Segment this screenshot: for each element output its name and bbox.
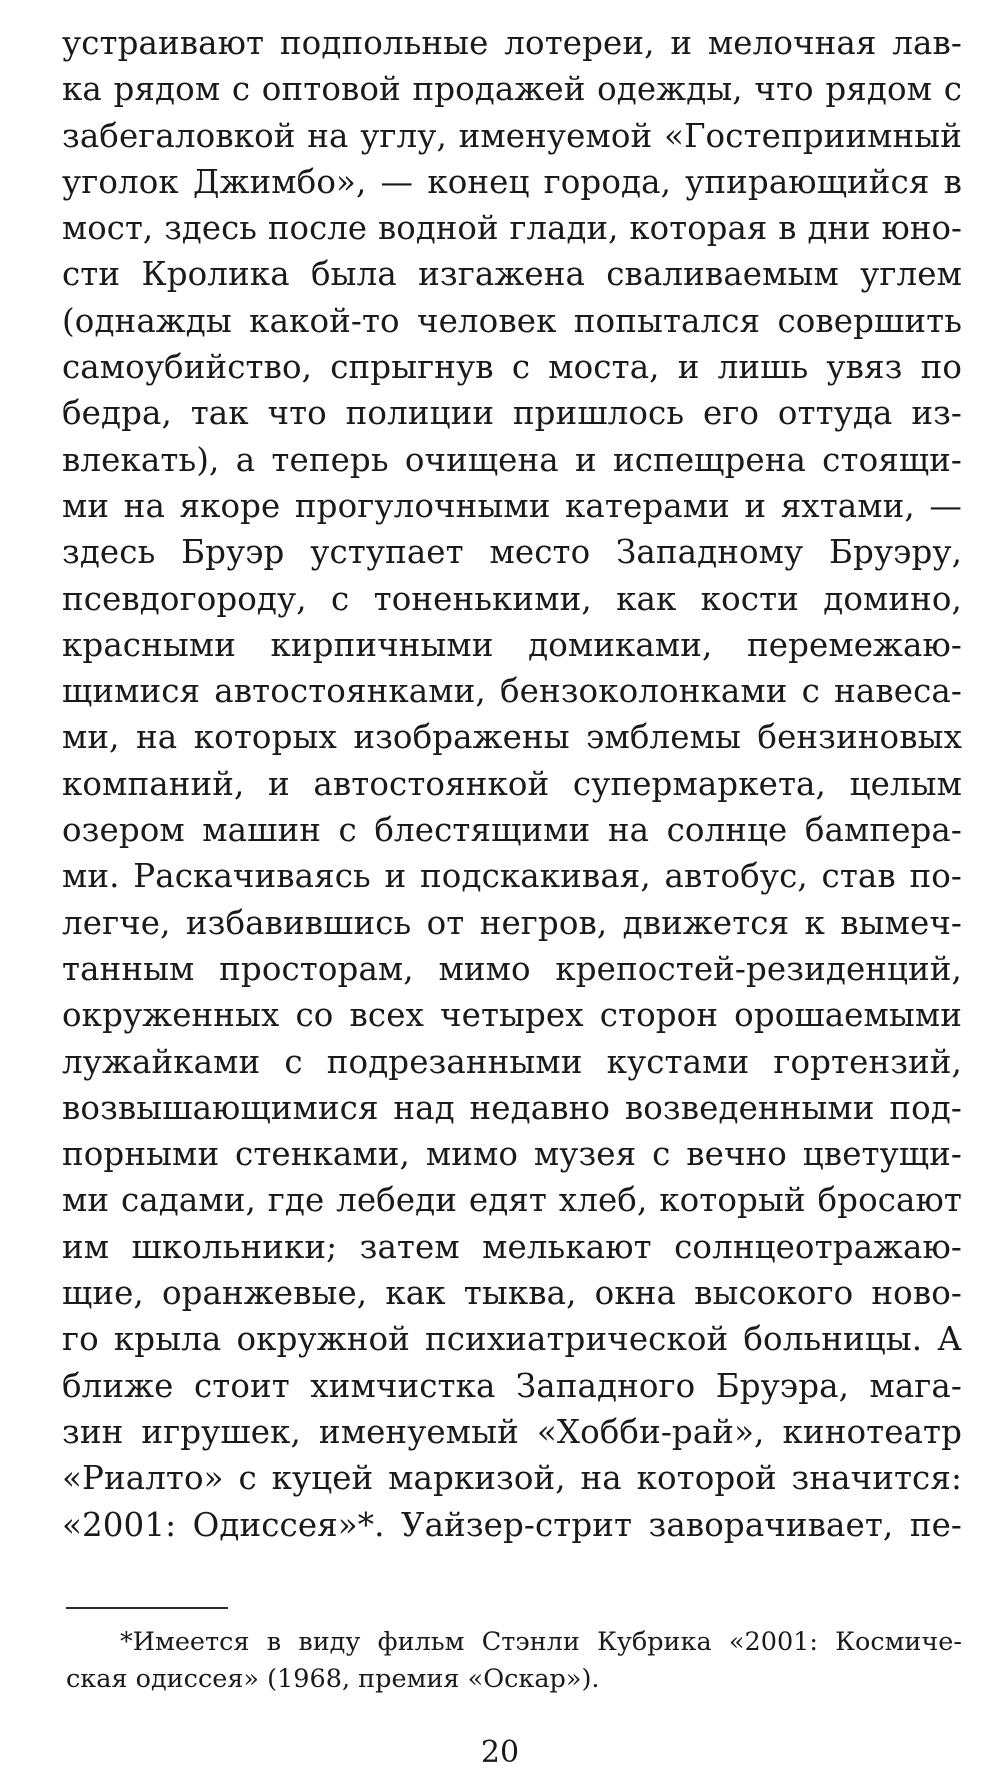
- text-line: возвышающимися над недавно возведенными под-: [62, 1088, 962, 1127]
- footnote: [66, 1624, 962, 1698]
- text-line: влекать), а теперь очищена и испещрена стоящи-: [62, 440, 962, 479]
- text-line: озером машин с блестящими на солнце бампера-: [62, 811, 962, 850]
- text-line: бедра, так что полиции пришлось его оттуда из-: [62, 394, 962, 433]
- text-line: щие, оранжевые, как тыква, окна высокого ново-: [62, 1274, 962, 1313]
- text-line: ка рядом с оптовой продажей одежды, что рядом с: [62, 70, 962, 109]
- text-line: го крыла окружной психиатрической больницы. А: [62, 1320, 962, 1359]
- text-line: окруженных со всех четырех сторон орошаемыми: [62, 996, 962, 1035]
- text-line: порными стенками, мимо музея с вечно цветущи-: [62, 1135, 962, 1174]
- footnote-separator: [66, 1607, 228, 1609]
- page-number: 20: [480, 1735, 520, 1770]
- text-line: лужайками с подрезанными кустами гортензий,: [62, 1042, 962, 1081]
- text-line: ми садами, где лебеди едят хлеб, который бросают: [62, 1181, 962, 1220]
- text-line: ближе стоит химчистка Западного Бруэра, мага-: [62, 1366, 962, 1405]
- text-line: «Риалто» с куцей маркизой, на которой значится:: [62, 1459, 962, 1498]
- text-line: мост, здесь после водной глади, которая в дни юно-: [62, 209, 962, 248]
- footnote-line: ская одиссея» (1968, премия «Оскар»).: [66, 1664, 600, 1694]
- text-line: здесь Бруэр уступает место Западному Бруэру,: [62, 533, 962, 572]
- text-line: щимися автостоянками, бензоколонками с навеса-: [62, 672, 962, 711]
- text-line: ми, на которых изображены эмблемы бензиновых: [62, 718, 962, 757]
- text-line: компаний, и автостоянкой супермаркета, целым: [62, 764, 962, 803]
- text-line: уголок Джимбо», — конец города, упирающийся в: [62, 162, 962, 201]
- text-line: псевдогороду, с тоненькими, как кости домино,: [62, 579, 962, 618]
- text-line: зин игрушек, именуемый «Хобби-рай», кинотеатр: [62, 1412, 962, 1451]
- text-line: красными кирпичными домиками, перемежаю-: [62, 625, 962, 664]
- text-line: ми на якоре прогулочными катерами и яхтами, —: [62, 486, 962, 525]
- text-line: устраивают подпольные лотереи, и мелочная лав-: [62, 24, 962, 62]
- text-line: сти Кролика была изгажена сваливаемым углем: [62, 255, 962, 294]
- text-line: (однажды какой-то человек попытался совершить: [62, 301, 962, 340]
- footnote-line: *Имеется в виду фильм Стэнли Кубрика «2001: Космиче-: [120, 1627, 962, 1657]
- text-line: «2001: Одиссея»*. Уайзер-стрит заворачивает, пе-: [62, 1505, 962, 1544]
- text-line: самоубийство, спрыгнув с моста, и лишь увяз по: [62, 348, 962, 387]
- text-line: им школьники; затем мелькают солнцеотражаю-: [62, 1227, 962, 1266]
- body-text: [62, 20, 962, 1548]
- text-line: танным просторам, мимо крепостей-резиденций,: [62, 949, 962, 988]
- text-line: легче, избавившись от негров, движется к вымеч-: [62, 903, 962, 942]
- text-line: забегаловкой на углу, именуемой «Гостеприимный: [62, 116, 962, 155]
- text-line: ми. Раскачиваясь и подскакивая, автобус, став по-: [62, 857, 962, 896]
